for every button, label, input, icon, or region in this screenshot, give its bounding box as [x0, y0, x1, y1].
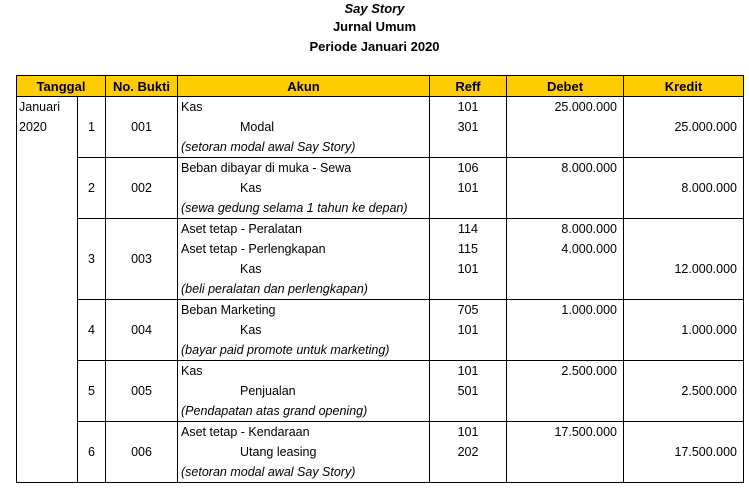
date-cell	[17, 97, 78, 483]
date-month: Januari	[19, 100, 60, 114]
entry-bukti: 005	[106, 361, 178, 422]
entry-bukti: 004	[106, 300, 178, 361]
empty-cell	[430, 198, 507, 219]
empty-cell	[624, 340, 744, 361]
empty-cell	[624, 401, 744, 422]
debet-amount: 17.500.000	[507, 422, 624, 443]
debet-amount	[507, 442, 624, 462]
debet-amount: 8.000.000	[507, 158, 624, 179]
empty-cell	[507, 401, 624, 422]
kredit-amount: 1.000.000	[624, 320, 744, 340]
kredit-amount: 8.000.000	[624, 178, 744, 198]
account-name: Beban dibayar di muka - Sewa	[178, 158, 430, 179]
empty-cell	[507, 340, 624, 361]
account-reff: 501	[430, 381, 507, 401]
empty-cell	[430, 401, 507, 422]
header-row	[17, 76, 744, 97]
entry-bukti: 002	[106, 158, 178, 219]
account-reff: 106	[430, 158, 507, 179]
account-name: Aset tetap - Perlengkapan	[178, 239, 430, 259]
kredit-amount	[624, 239, 744, 259]
entry-number: 5	[78, 361, 106, 422]
entry-note: (Pendapatan atas grand opening)	[178, 401, 430, 422]
entry-line-row	[17, 97, 744, 118]
entry-bukti: 006	[106, 422, 178, 483]
account-reff: 115	[430, 239, 507, 259]
empty-cell	[507, 279, 624, 300]
empty-cell	[507, 198, 624, 219]
account-name: Modal	[178, 117, 430, 137]
empty-cell	[430, 462, 507, 483]
entry-line-row	[17, 361, 744, 382]
kredit-amount	[624, 158, 744, 179]
account-reff: 101	[430, 422, 507, 443]
account-name: Penjualan	[178, 381, 430, 401]
kredit-amount	[624, 300, 744, 321]
empty-cell	[624, 137, 744, 158]
account-name: Aset tetap - Kendaraan	[178, 422, 430, 443]
debet-amount	[507, 117, 624, 137]
debet-amount: 4.000.000	[507, 239, 624, 259]
empty-cell	[507, 462, 624, 483]
account-name: Kas	[178, 178, 430, 198]
empty-cell	[624, 462, 744, 483]
entry-line-row	[17, 219, 744, 240]
kredit-amount: 2.500.000	[624, 381, 744, 401]
account-name: Utang leasing	[178, 442, 430, 462]
entry-note: (setoran modal awal Say Story)	[178, 137, 430, 158]
kredit-amount	[624, 422, 744, 443]
entry-note: (sewa gedung selama 1 tahun ke depan)	[178, 198, 430, 219]
entry-note: (setoran modal awal Say Story)	[178, 462, 430, 483]
kredit-amount: 17.500.000	[624, 442, 744, 462]
account-reff: 202	[430, 442, 507, 462]
account-reff: 101	[430, 178, 507, 198]
empty-cell	[624, 198, 744, 219]
entry-line-row	[17, 158, 744, 179]
col-header-kredit: Kredit	[624, 76, 744, 97]
col-header-debet: Debet	[507, 76, 624, 97]
account-reff: 705	[430, 300, 507, 321]
debet-amount	[507, 381, 624, 401]
account-reff: 101	[430, 320, 507, 340]
entry-number: 6	[78, 422, 106, 483]
col-header-reff: Reff	[430, 76, 507, 97]
debet-amount	[507, 320, 624, 340]
debet-amount: 1.000.000	[507, 300, 624, 321]
kredit-amount: 12.000.000	[624, 259, 744, 279]
kredit-amount	[624, 219, 744, 240]
entry-line-row	[17, 422, 744, 443]
entry-bukti: 003	[106, 219, 178, 300]
debet-amount: 8.000.000	[507, 219, 624, 240]
account-name: Aset tetap - Peralatan	[178, 219, 430, 240]
account-reff: 114	[430, 219, 507, 240]
account-reff: 301	[430, 117, 507, 137]
entry-note: (bayar paid promote untuk marketing)	[178, 340, 430, 361]
debet-amount: 2.500.000	[507, 361, 624, 382]
journal-table	[16, 75, 744, 483]
debet-amount: 25.000.000	[507, 97, 624, 118]
col-header-tanggal: Tanggal	[17, 76, 106, 97]
debet-amount	[507, 259, 624, 279]
entry-line-row	[17, 300, 744, 321]
col-header-no-bukti: No. Bukti	[106, 76, 178, 97]
col-header-akun: Akun	[178, 76, 430, 97]
entry-note: (beli peralatan dan perlengkapan)	[178, 279, 430, 300]
empty-cell	[430, 340, 507, 361]
debet-amount	[507, 178, 624, 198]
account-reff: 101	[430, 97, 507, 118]
empty-cell	[430, 137, 507, 158]
account-name: Kas	[178, 259, 430, 279]
kredit-amount	[624, 361, 744, 382]
empty-cell	[507, 137, 624, 158]
account-name: Kas	[178, 97, 430, 118]
date-year: 2020	[19, 120, 47, 134]
entry-number: 4	[78, 300, 106, 361]
account-reff: 101	[430, 259, 507, 279]
account-name: Kas	[178, 320, 430, 340]
empty-cell	[624, 279, 744, 300]
report-subtitle: Jurnal Umum	[332, 19, 417, 34]
account-name: Kas	[178, 361, 430, 382]
entry-number: 2	[78, 158, 106, 219]
entry-bukti: 001	[106, 97, 178, 158]
entry-number: 1	[78, 97, 106, 158]
account-name: Beban Marketing	[178, 300, 430, 321]
report-title: Say Story	[344, 1, 405, 16]
report-period: Periode Januari 2020	[309, 39, 440, 54]
entry-number: 3	[78, 219, 106, 300]
account-reff: 101	[430, 361, 507, 382]
kredit-amount: 25.000.000	[624, 117, 744, 137]
empty-cell	[430, 279, 507, 300]
kredit-amount	[624, 97, 744, 118]
